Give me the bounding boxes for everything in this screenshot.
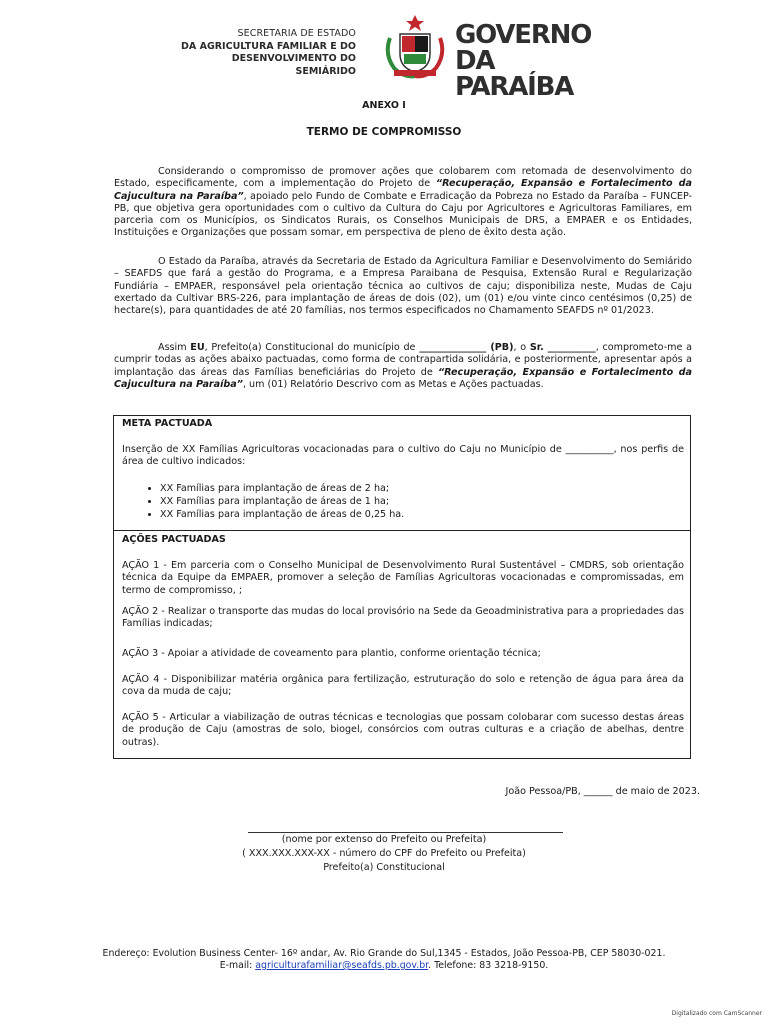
footer-phone: . Telefone: 83 3218-9150. [428,960,549,971]
acao-3: AÇÃO 3 - Apoiar a atividade de coveamento para plantio, conforme orientação técnica; [122,648,541,659]
secretaria-line3: DESENVOLVIMENTO DO SEMIÁRIDO [231,53,356,77]
list-item: • XX Famílias para implantação de áreas de 2 ha; [160,482,404,495]
footer-address: Endereço: Evolution Business Center- 16º andar, Av. Rio Grande do Sul,1345 - Estados, João Pessoa-PB, CEP 58030-021. [102,948,666,959]
footer-email-label: E-mail: [219,960,256,971]
acoes-heading: AÇÕES PACTUADAS [122,534,226,545]
p3-text-c: , o [513,342,530,353]
p1-text-b: , apoiado pelo Fundo de Combate e Erradicação da Pobreza no Estado da Paraíba – FUNCEP-PB, que objetiva gera oportunidades com o cultivo da Cultura do Caju por Agricultores e Agricultoras Familiares, em parceria com os Municípios, os Sindicatos Rurais, os Conselhos Municipais de DRS, a EMPAER e os Entidades, Instituições e Organizações que possam somar, em perspectiva de pleno de êxito desta ação. [114,190,692,239]
p3-eu: EU [190,342,205,353]
list-item: • XX Famílias para implantação de áreas de 0,25 ha. [160,508,404,521]
p3-project-name: “Recuperação, Expansão e Fortalecimento da Cajucultura na Paraíba” [114,366,692,390]
coat-of-arms-icon [380,14,450,80]
p3-text-d: , comprometo-me a cumprir todas as ações abaixo pactuadas, como forma de contrapartida solidária, e posteriormente, apresentar após a implantação das áreas das Famílias beneficiárias do Projeto de [114,342,692,378]
place-date: João Pessoa/PB, ______ de maio de 2023. [505,786,700,797]
governo-logo-text [455,22,615,100]
p3-text-e: , um (01) Relatório Descrivo com as Metas e Ações pactuadas. [242,378,544,390]
signature-line [248,832,563,833]
document-title: TERMO DE COMPROMISSO [306,126,462,138]
acao-1: AÇÃO 1 - Em parceria com o Conselho Municipal de Desenvolvimento Rural Sustentável – CMDRS, sob orientação técnica da Equipe da EMPAER, promover a seleção de Famílias Agricultoras vocacionadas e compromissadas, em termo de compromisso, ; [122,560,684,596]
list-item: • XX Famílias para implantação de áreas de 1 ha; [160,495,404,508]
acao-4: AÇÃO 4 - Disponibilizar matéria orgânica para fertilização, estruturação do solo e retenção de água para área da cova da muda de caju; [122,674,684,698]
paragraph-assim [114,342,692,391]
footer-contact [0,960,768,972]
signature-cpf-label: ( XXX.XXX.XXX-XX - número do CPF do Prefeito ou Prefeita) [242,848,526,859]
acao-2: AÇÃO 2 - Realizar o transporte das mudas do local provisório na Sede da Geoadministrativa para a propriedades das Famílias indicadas; [122,606,684,630]
meta-heading: META PACTUADA [122,418,213,429]
p1-text-a: Considerando o compromisso de promover ações que colobarem com retomada de desenvolvimento do Estado, especificamente, com a implementação do Projeto de [114,166,692,190]
paragraph-estado: O Estado da Paraíba, através da Secretaria de Estado da Agricultura Familiar e Desenvolvimento do Semiárido – SEAFDS que fará a gestão do Programa, e a Empresa Paraibana de Pesquisa, Extensão Rural e Regularização Fundiária – EMPAER, responsável pela orientação técnica ao cultivos de caju; disponibiliza neste, Mudas de Caju exertado da Cultivar BRS-226, para implantação de áreas de dois (02), um (01) e/ou vinte cinco centésimos (0,25) de hectare(s), para quantidades de até 20 famílias, nos termos especificados no Chamamento SEAFDS nº 01/2023. [114,256,692,317]
box-divider [114,530,690,531]
p1-project-name: “Recuperação, Expansão e Fortalecimento da Cajucultura na Paraíba” [114,178,692,202]
letterhead [0,14,768,102]
secretaria-line2: DA AGRICULTURA FAMILIAR E DO [181,40,356,52]
p3-blank-municipio: ______________ (PB) [419,342,514,353]
meta-text: Inserção de XX Famílias Agricultoras vocacionadas para o cultivo do Caju no Município de __________, nos perfis de área de cultivo indicados: [122,444,684,468]
signature-name-label: (nome por extenso do Prefeito ou Prefeita) [281,834,487,845]
signature-role-label: Prefeito(a) Constitucional [323,862,445,873]
scanner-watermark: Digitalizado com CamScanner [671,1010,762,1017]
p3-text-b: , Prefeito(a) Constitucional do município de [204,342,420,353]
footer-email-link[interactable]: agriculturafamiliar@seafds.pb.gov.br [255,960,429,971]
meta-list [134,482,404,521]
secretaria-block [170,28,356,78]
governo-line1: GOVERNO [455,20,592,50]
p3-sr: Sr. __________ [529,342,596,353]
p3-text-a: Assim [158,342,191,353]
metas-acoes-box [113,415,691,759]
acao-5: AÇÃO 5 - Articular a viabilização de outras técnicas e tecnologias que possam colobarar com sucesso destas áreas de produção de Caju (amostras de solo, biogel, consórcios com outras culturas e a criação de abelhas, dentre outras). [122,712,684,748]
governo-line2: DA PARAÍBA [455,46,574,102]
annex-title: ANEXO I [362,100,406,111]
paragraph-considerando [114,166,692,240]
secretaria-line1: SECRETARIA DE ESTADO [237,28,356,39]
